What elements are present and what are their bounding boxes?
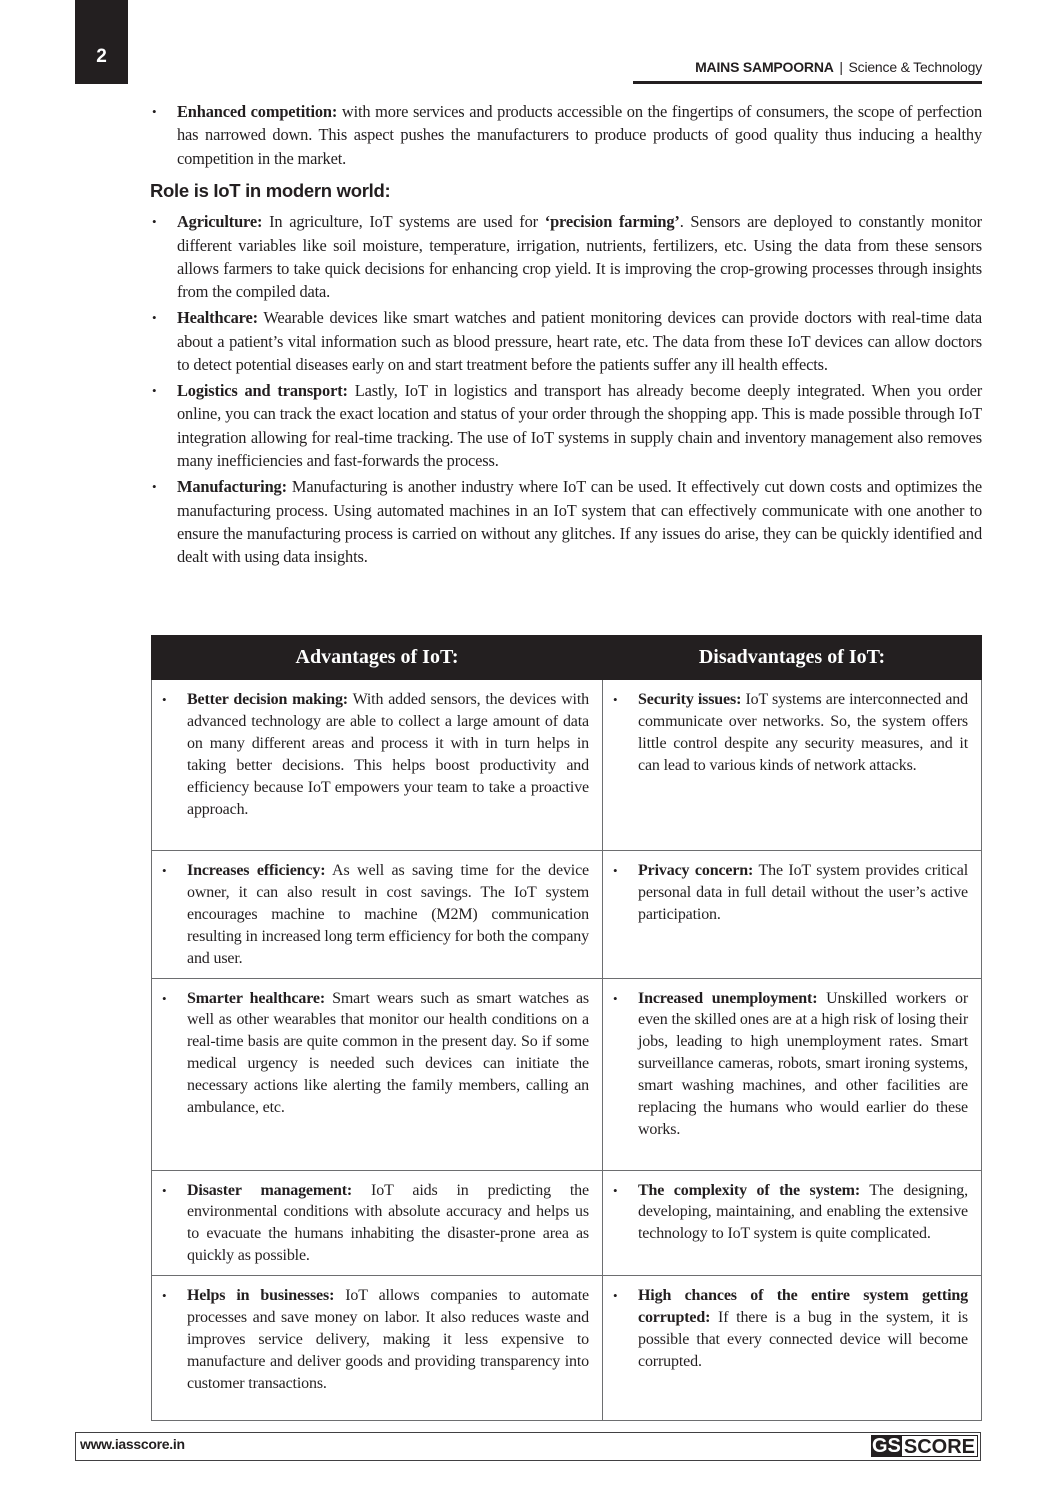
- table-row: [152, 680, 982, 851]
- bullet-icon: •: [162, 863, 167, 878]
- item-text: If there is a bug in the system, it is possible that every connected device will become corrupted.: [638, 1309, 968, 1370]
- subject-title: Science & Technology: [848, 59, 982, 75]
- bullet-icon: •: [613, 990, 618, 1006]
- table-cell-advantage: [152, 1170, 603, 1276]
- item-text: IoT aids in predicting the environmental conditions with absolute accuracy and helps us to evacuate the humans inhabiting the disaster-prone area as quickly as possible.: [187, 1181, 589, 1265]
- table-row: [152, 1276, 982, 1421]
- table-row: [152, 978, 982, 1170]
- item-text: As well as saving time for the device owner, it can also result in cost savings. The IoT system encourages machine to machine (M2M) communication resulting in increased long term efficiency for both the company and user.: [187, 862, 589, 967]
- item-term: Manufacturing:: [177, 477, 287, 497]
- main-content: [150, 100, 982, 571]
- table-cell-disadvantage: [603, 978, 982, 1170]
- table-row: [152, 851, 982, 979]
- series-title: MAINS SAMPOORNA: [695, 59, 834, 75]
- item-term: Logistics and transport:: [177, 381, 348, 401]
- bullet-icon: •: [152, 479, 157, 495]
- table-row: [152, 1170, 982, 1276]
- item-term: Better decision making:: [187, 691, 348, 708]
- section-heading: Role is IoT in modern world:: [150, 180, 391, 202]
- item-text: The IoT system provides critical personal data in full detail without the user’s active participation.: [638, 862, 968, 923]
- bullet-icon: •: [613, 1288, 618, 1304]
- disadvantage-item: [609, 988, 968, 1141]
- list-item-enhanced-competition: [150, 100, 982, 170]
- page-number-box: [75, 0, 128, 84]
- item-text: Lastly, IoT in logistics and transport has already become deeply integrated. When you order online, you can track the exact location and status of your order through the shopping app. This is made possible through IoT integration allowing for real-time tracking. The use of IoT systems in supply chain and inventory management also removes many inefficiencies and fast-forwards the process.: [177, 381, 982, 471]
- table-cell-disadvantage: [603, 1276, 982, 1421]
- item-text: Manufacturing is another industry where IoT can be used. It effectively cut down costs and optimizes the manufacturing process. Using automated machines in an IoT system that can effectively communicate with one another to ensure the manufacturing process is carried on without any glitches. If any issues do arise, they can be quickly identified and dealt with using data insights.: [177, 477, 982, 567]
- page-number: 2: [96, 46, 107, 67]
- column-header-advantages: Advantages of IoT:: [152, 636, 603, 680]
- header-separator: |: [839, 59, 843, 75]
- list-item-logistics: [150, 379, 982, 473]
- bullet-icon: •: [152, 383, 157, 399]
- logo-gs: GS: [871, 1435, 901, 1457]
- item-text: IoT allows companies to automate processes and save money on labor. It also reduces waste and improves service delivery, making it less expensive to manufacture and deliver goods and providing transparency into customer transactions.: [187, 1287, 589, 1392]
- running-header: [695, 59, 982, 75]
- item-text: with more services and products accessible on the fingertips of consumers, the scope of perfection has narrowed down. This aspect pushes the manufacturers to produce products of good quality thus inducing a healthy competition in the market.: [177, 102, 982, 168]
- item-term: Agriculture:: [177, 212, 263, 232]
- gsscore-logo: [871, 1435, 978, 1457]
- list-item-healthcare: [150, 306, 982, 376]
- item-term: Helps in businesses:: [187, 1287, 335, 1305]
- item-term: The complexity of the system:: [638, 1181, 861, 1199]
- advantage-item: [158, 689, 589, 820]
- table-cell-advantage: [152, 1276, 603, 1421]
- item-term: High chances of the entire system getting corrupted:: [638, 1287, 968, 1327]
- advantage-item: [158, 1285, 589, 1395]
- item-text: In agriculture, IoT systems are used for: [262, 212, 545, 232]
- table-header-row: [152, 636, 982, 680]
- bullet-icon: •: [162, 1288, 167, 1304]
- item-text: IoT systems are interconnected and communicate over networks. So, the system offers little control despite any security measures, and it can lead to various kinds of network attacks.: [638, 691, 968, 774]
- bullet-icon: •: [152, 310, 157, 326]
- table-cell-disadvantage: [603, 851, 982, 979]
- item-term: Smarter healthcare:: [187, 989, 326, 1007]
- table-cell-advantage: [152, 851, 603, 979]
- table-cell-disadvantage: [603, 1170, 982, 1276]
- item-text: Smart wears such as smart watches as well as other wearables that monitor our health conditions on a real-time basis are quite common in the present day. So if some medical urgency is needed such devices can initiate the necessary actions like alerting the family members, calling an ambulance, etc.: [187, 989, 589, 1117]
- bullet-icon: •: [613, 1182, 618, 1198]
- bullet-icon: •: [152, 104, 157, 119]
- item-term: Healthcare:: [177, 308, 258, 328]
- item-text: Wearable devices like smart watches and patient monitoring devices can provide doctors with real-time data about a patient’s vital information such as blood pressure, heart rate, etc. The data from these IoT devices can allow doctors to detect potential diseases early on and start treatment before the patients suffer any ill health effects.: [177, 308, 982, 375]
- item-term: Increased unemployment:: [638, 989, 818, 1007]
- advantage-item: [158, 860, 589, 970]
- bullet-icon: •: [162, 990, 167, 1006]
- item-text: Unskilled workers or even the skilled ones are at a high risk of losing their jobs, leading to high unemployment rates. Smart surveillance cameras, robots, smart ironing systems, smart washing machines, and other facilities are replacing the humans who would earlier do these works.: [638, 989, 968, 1138]
- advantage-item: [158, 1180, 589, 1268]
- disadvantage-item: [609, 860, 968, 926]
- item-term: Increases efficiency:: [187, 862, 326, 879]
- disadvantage-item: [609, 689, 968, 777]
- bullet-icon: •: [152, 214, 157, 230]
- bullet-icon: •: [162, 692, 167, 707]
- bullet-icon: •: [162, 1182, 167, 1198]
- item-emphasis: ‘precision farming’: [544, 212, 680, 232]
- item-term: Enhanced competition:: [177, 102, 338, 121]
- page-footer: [75, 1432, 981, 1461]
- list-item-agriculture: [150, 210, 982, 304]
- item-text: . Sensors are deployed to constantly monitor different variables like soil moisture, temperature, irrigation, nutrients, fertilizers, etc. Using the data from these sensors allows farmers to take quick decisions for enhancing crop yield. It is improving the crop-growing processes through insights from the compiled data.: [177, 212, 982, 302]
- logo-score: SCORE: [902, 1435, 978, 1457]
- list-item-manufacturing: [150, 475, 982, 569]
- item-term: Disaster management:: [187, 1181, 353, 1199]
- disadvantage-item: [609, 1285, 968, 1373]
- advantage-item: [158, 988, 589, 1119]
- table-cell-disadvantage: [603, 680, 982, 851]
- item-text: With added sensors, the devices with advanced technology are able to collect a large amount of data on many different areas and process it with in turn helps in taking better decisions. This helps boost productivity and efficiency because IoT empowers your team to take a proactive approach.: [187, 691, 589, 818]
- column-header-disadvantages: Disadvantages of IoT:: [603, 636, 982, 680]
- item-text: The designing, developing, maintaining, and enabling the extensive technology to IoT system is quite complicated.: [638, 1181, 968, 1243]
- website-link[interactable]: www.iasscore.in: [80, 1436, 185, 1452]
- bullet-icon: •: [613, 692, 618, 707]
- table-cell-advantage: [152, 978, 603, 1170]
- table-cell-advantage: [152, 680, 603, 851]
- disadvantage-item: [609, 1180, 968, 1246]
- advantages-disadvantages-table: [151, 635, 982, 1421]
- bullet-icon: •: [613, 863, 618, 878]
- header-rule: [633, 81, 982, 84]
- item-term: Privacy concern:: [638, 862, 754, 879]
- item-term: Security issues:: [638, 691, 742, 708]
